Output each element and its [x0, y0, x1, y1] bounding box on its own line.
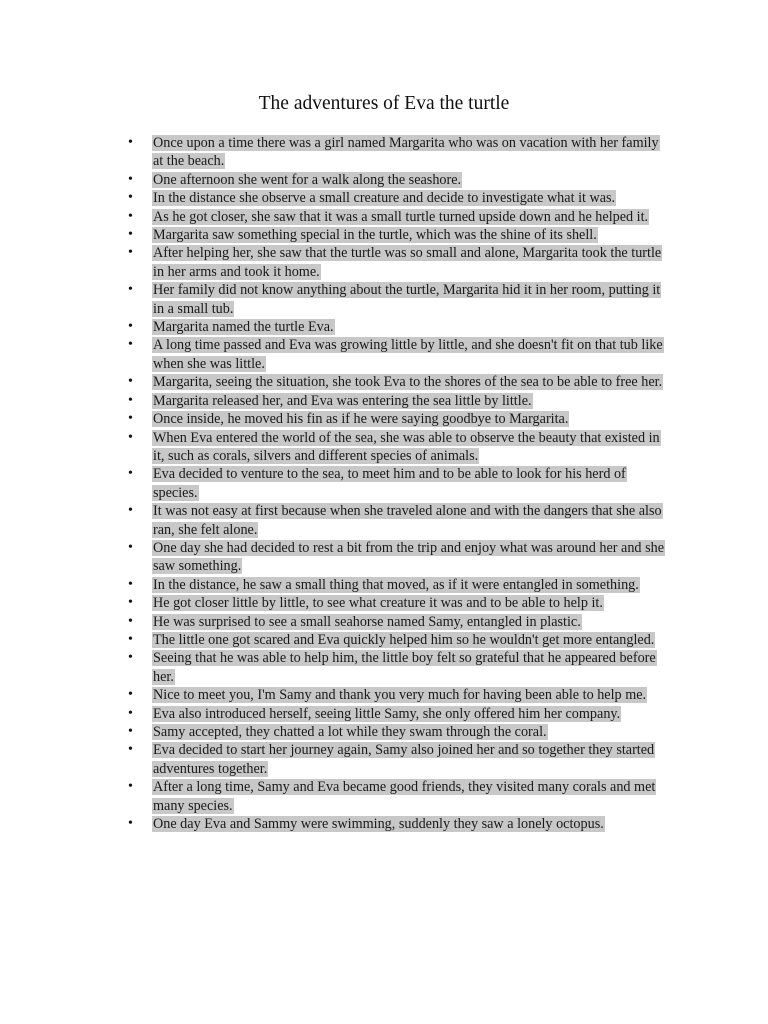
- bullet-icon: •: [128, 687, 133, 703]
- bullet-icon: •: [128, 171, 133, 187]
- bullet-icon: •: [128, 742, 133, 758]
- bullet-icon: •: [128, 724, 133, 739]
- list-item-text: As he got closer, she saw that it was a small turtle turned upside down and he helped it.: [153, 208, 649, 225]
- bullet-icon: •: [128, 190, 133, 206]
- bullet-icon: •: [128, 466, 133, 482]
- list-item-text: Once inside, he moved his fin as if he were saying goodbye to Margarita.: [153, 411, 569, 428]
- bullet-icon: •: [128, 282, 133, 298]
- list-item-text: Her family did not know anything about the turtle, Margarita hid it in her room, putting it in a small tub.: [153, 282, 661, 317]
- list-item: [128, 410, 667, 428]
- bullet-icon: •: [128, 319, 133, 335]
- list-item: [128, 539, 667, 576]
- list-item: [128, 429, 667, 466]
- list-item: [128, 392, 667, 410]
- list-item: [128, 778, 667, 815]
- bullet-icon: •: [128, 595, 133, 611]
- list-item-text: A long time passed and Eva was growing little by little, and she doesn't fit on that tub like when she was little.: [153, 337, 663, 372]
- list-item: [128, 502, 667, 539]
- list-item-text: Eva decided to venture to the sea, to meet him and to be able to look for his herd of species.: [153, 466, 626, 501]
- bullet-icon: •: [128, 374, 133, 390]
- bullet-icon: •: [128, 631, 133, 647]
- list-item-text: He got closer little by little, to see what creature it was and to be able to help it.: [153, 595, 603, 612]
- bullet-icon: •: [128, 392, 133, 408]
- bullet-list: [128, 134, 667, 833]
- list-item: [128, 723, 667, 741]
- list-item-text: Nice to meet you, I'm Samy and thank you very much for having been able to help me.: [153, 687, 647, 704]
- list-item: [128, 208, 667, 226]
- list-item-text: Margarita, seeing the situation, she took Eva to the shores of the sea to be able to free her.: [153, 374, 663, 391]
- list-item: [128, 189, 667, 207]
- document-title: The adventures of Eva the turtle: [258, 93, 510, 114]
- bullet-icon: •: [128, 705, 133, 721]
- list-item: [128, 465, 667, 502]
- list-item-text: Margarita released her, and Eva was entering the sea little by little.: [153, 392, 532, 409]
- list-item-text: Margarita named the turtle Eva.: [153, 319, 334, 336]
- list-item: [128, 576, 667, 594]
- list-item: [128, 649, 667, 686]
- bullet-icon: •: [128, 245, 133, 261]
- list-item: [128, 373, 667, 391]
- list-item: [128, 134, 667, 171]
- list-item: [128, 281, 667, 318]
- bullet-icon: •: [128, 135, 133, 150]
- list-item-text: Eva also introduced herself, seeing little Samy, she only offered him her company.: [153, 705, 621, 722]
- list-item: [128, 171, 667, 189]
- bullet-icon: •: [128, 613, 133, 629]
- list-item-text: When Eva entered the world of the sea, she was able to observe the beauty that existed in it, such as corals, silvers and different species of animals.: [153, 429, 660, 464]
- list-item-text: It was not easy at first because when she traveled alone and with the dangers that she also ran, she felt alone.: [153, 503, 662, 538]
- bullet-icon: •: [128, 227, 133, 243]
- list-item-text: The little one got scared and Eva quickly helped him so he wouldn't get more entangled.: [153, 631, 655, 648]
- list-item: [128, 741, 667, 778]
- bullet-icon: •: [128, 208, 133, 224]
- list-item: [128, 815, 667, 833]
- bullet-icon: •: [128, 337, 133, 353]
- bullet-icon: •: [128, 576, 133, 592]
- list-item-text: He was surprised to see a small seahorse named Samy, entangled in plastic.: [153, 613, 581, 630]
- list-item-text: Margarita saw something special in the turtle, which was the shine of its shell.: [153, 227, 597, 244]
- bullet-icon: •: [128, 650, 133, 666]
- list-item: [128, 613, 667, 631]
- list-item-text: After helping her, she saw that the turtle was so small and alone, Margarita took the turtle in her arms and took it home.: [153, 245, 662, 280]
- bullet-icon: •: [128, 411, 133, 427]
- list-item: [128, 336, 667, 373]
- list-item-text: Samy accepted, they chatted a lot while they swam through the coral.: [153, 724, 547, 740]
- bullet-icon: •: [128, 779, 133, 795]
- list-item-text: Eva decided to start her journey again, Samy also joined her and so together they started adventures together.: [153, 742, 655, 777]
- list-item-text: In the distance she observe a small creature and decide to investigate what it was.: [153, 190, 616, 207]
- list-item: [128, 244, 667, 281]
- list-item-text: In the distance, he saw a small thing that moved, as if it were entangled in something.: [153, 576, 639, 593]
- list-item-text: One day Eva and Sammy were swimming, suddenly they saw a lonely octopus.: [153, 816, 604, 833]
- list-item-text: Once upon a time there was a girl named Margarita who was on vacation with her family at the beach.: [153, 135, 659, 170]
- bullet-icon: •: [128, 816, 133, 832]
- list-item: [128, 705, 667, 723]
- list-item-text: One day she had decided to rest a bit from the trip and enjoy what was around her and she saw something.: [153, 539, 664, 575]
- list-item: [128, 631, 667, 649]
- list-item-text: After a long time, Samy and Eva became good friends, they visited many corals and met many species.: [153, 779, 656, 814]
- list-item-text: One afternoon she went for a walk along the seashore.: [153, 171, 462, 188]
- bullet-icon: •: [128, 503, 133, 519]
- list-item-text: Seeing that he was able to help him, the little boy felt so grateful that he appeared before her.: [153, 650, 656, 685]
- bullet-icon: •: [128, 539, 133, 555]
- list-item: [128, 686, 667, 704]
- list-item: [128, 594, 667, 612]
- bullet-icon: •: [128, 429, 133, 445]
- list-item: [128, 226, 667, 244]
- list-item: [128, 318, 667, 336]
